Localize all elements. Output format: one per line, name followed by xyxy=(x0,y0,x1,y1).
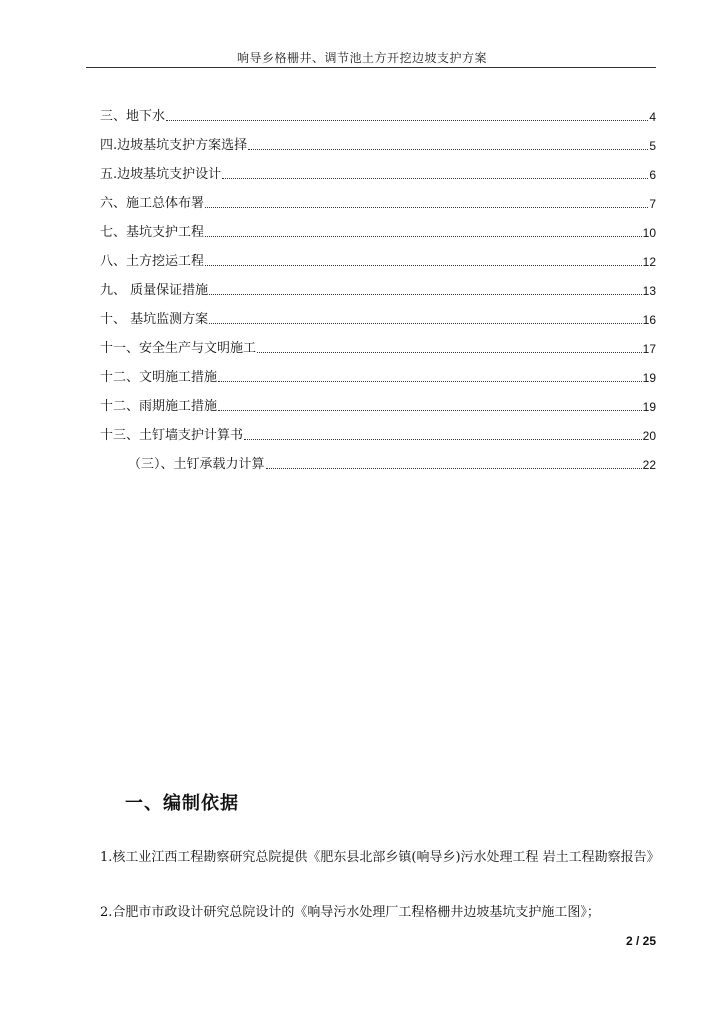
toc-entry-page: 22 xyxy=(642,458,656,472)
toc-entry-title: 十一、安全生产与文明施工 xyxy=(100,341,257,356)
toc-entry-page: 20 xyxy=(642,429,656,443)
toc-entry[interactable] xyxy=(100,241,656,270)
toc-entry-sub[interactable] xyxy=(100,444,656,473)
toc-leader-dots xyxy=(266,468,642,469)
toc-entry-page: 19 xyxy=(642,400,656,414)
toc-leader-dots xyxy=(205,265,642,266)
toc-entry-page: 10 xyxy=(642,226,656,240)
toc-entry-page: 4 xyxy=(649,110,656,124)
toc-leader-dots xyxy=(209,294,642,295)
header-divider xyxy=(86,67,656,68)
section-heading: 一、编制依据 xyxy=(125,793,239,814)
toc-entry-title: （三）、土钉承载力计算 xyxy=(128,457,265,472)
toc-leader-dots xyxy=(166,120,648,121)
toc-entry-page: 5 xyxy=(649,139,656,153)
toc-entry-title: 四.边坡基坑支护方案选择 xyxy=(100,138,248,153)
toc-entry-page: 7 xyxy=(649,197,656,211)
toc-leader-dots xyxy=(218,410,642,411)
toc-entry-page: 12 xyxy=(642,255,656,269)
toc-entry-title: 六、施工总体布署 xyxy=(100,196,205,211)
toc-entry-title: 十三、土钉墙支护计算书 xyxy=(100,428,244,443)
toc-entry[interactable] xyxy=(100,299,656,328)
toc-entry[interactable] xyxy=(100,357,656,386)
toc-entry-page: 19 xyxy=(642,371,656,385)
toc-entry[interactable] xyxy=(100,183,656,212)
toc-entry-title: 八、土方挖运工程 xyxy=(100,254,205,269)
running-header-title: 响导乡格栅井、调节池土方开挖边坡支护方案 xyxy=(236,51,487,65)
toc-leader-dots xyxy=(244,439,642,440)
page-indicator: 2 / 25 xyxy=(625,934,656,948)
toc-entry[interactable] xyxy=(100,154,656,183)
toc-entry-title: 十二、文明施工措施 xyxy=(100,370,218,385)
toc-entry-page: 17 xyxy=(642,342,656,356)
toc-entry[interactable] xyxy=(100,125,656,154)
toc-entry[interactable] xyxy=(100,328,656,357)
toc-entry-title: 七、基坑支护工程 xyxy=(100,225,205,240)
toc-leader-dots xyxy=(205,236,642,237)
toc-leader-dots xyxy=(257,352,642,353)
table-of-contents xyxy=(100,96,656,473)
body-paragraph: 2.合肥市市政设计研究总院设计的《响导污水处理厂工程格栅井边坡基坑支护施工图》； xyxy=(100,905,600,920)
toc-leader-dots xyxy=(218,381,642,382)
toc-entry-title: 五.边坡基坑支护设计 xyxy=(100,167,222,182)
toc-leader-dots xyxy=(222,178,648,179)
toc-entry-page: 6 xyxy=(649,168,656,182)
toc-entry-page: 13 xyxy=(642,284,656,298)
toc-leader-dots xyxy=(248,149,648,150)
toc-entry-title: 九、 质量保证措施 xyxy=(100,283,209,298)
toc-entry[interactable] xyxy=(100,415,656,444)
toc-entry[interactable] xyxy=(100,212,656,241)
toc-entry-title: 十、 基坑监测方案 xyxy=(100,312,209,327)
toc-entry[interactable] xyxy=(100,386,656,415)
toc-entry-title: 三、地下水 xyxy=(100,109,166,124)
toc-entry[interactable] xyxy=(100,96,656,125)
toc-leader-dots xyxy=(205,207,648,208)
toc-entry-title: 十二、雨期施工措施 xyxy=(100,399,218,414)
toc-leader-dots xyxy=(209,323,642,324)
toc-entry-page: 16 xyxy=(642,313,656,327)
toc-entry[interactable] xyxy=(100,270,656,299)
body-paragraph: 1.核工业江西工程勘察研究总院提供《肥东县北部乡镇(响导乡)污水处理工程 岩土工程勘察报告》 xyxy=(100,850,660,865)
